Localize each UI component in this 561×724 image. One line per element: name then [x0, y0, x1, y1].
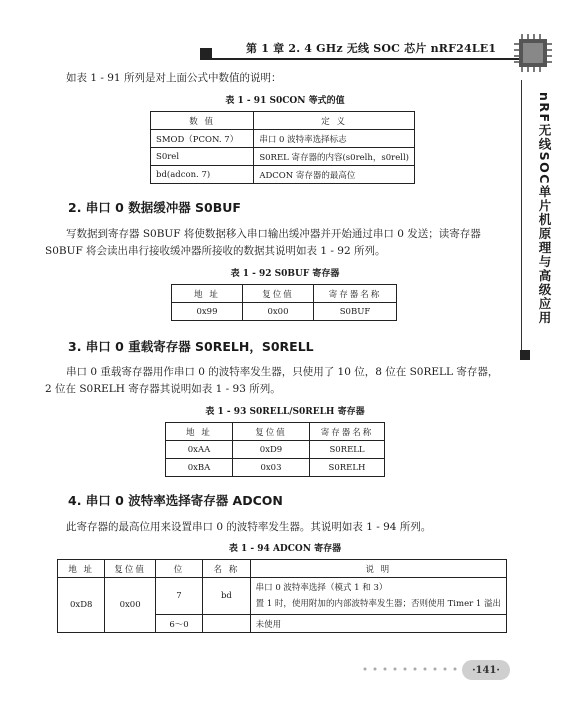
table93-caption: 表 1 - 93 S0RELL/S0RELH 寄存器 — [205, 407, 365, 417]
table93-cell: 0xBA — [166, 459, 233, 477]
table93-cell: 0xD9 — [233, 441, 310, 459]
table94-reset: 0x00 — [105, 578, 155, 633]
table91-cell: 串口 0 波特率选择标志 — [254, 130, 415, 148]
footer-dots — [360, 664, 460, 674]
table91-cell: SMOD（PCON. 7） — [151, 130, 254, 148]
table94-description-line: 置 1 时，使用附加的内部波特率发生器；否则使用 Timer 1 溢出 — [255, 599, 501, 609]
table91-cell: bd(adcon. 7) — [151, 166, 254, 184]
table93-header: 复位值 — [233, 423, 310, 441]
section4-paragraph: 此寄存器的最高位用来设置串口 0 的波特率发生器。其说明如表 1 - 94 所列。 — [66, 521, 432, 533]
table93-cell: S0RELL — [310, 441, 385, 459]
table92-cell: 0x99 — [172, 303, 243, 321]
table94-header: 说 明 — [250, 560, 506, 578]
section3-paragraph: 2 位在 S0RELH 寄存器其说明如表 1 - 93 所列。 — [45, 383, 281, 395]
table-row — [58, 578, 507, 615]
table92 — [171, 284, 397, 321]
table94-header: 地 址 — [58, 560, 105, 578]
chip-icon — [510, 30, 556, 76]
table-row — [151, 130, 415, 148]
section2-paragraph: 写数据到寄存器 S0BUF 将使数据移入串口输出缓冲器并开始通过串口 0 发送；读寄存器 — [66, 228, 481, 240]
table91-cell: ADCON 寄存器的最高位 — [254, 166, 415, 184]
table94-description: 未使用 — [250, 615, 506, 633]
side-marker — [520, 350, 530, 360]
page-number: ·141· — [462, 660, 510, 680]
section3-paragraph: 串口 0 重载寄存器用作串口 0 的波特率发生器，只使用了 10 位，8 位在 S0RELL 寄存器， — [66, 366, 499, 378]
table91-header: 定 义 — [254, 112, 415, 130]
table92-header: 地 址 — [172, 285, 243, 303]
table91-caption: 表 1 - 91 S0CON 等式的值 — [225, 96, 345, 106]
table91 — [150, 111, 415, 184]
header-rule — [208, 58, 520, 60]
table94-address: 0xD8 — [58, 578, 105, 633]
table94 — [57, 559, 507, 633]
chapter-title: 第 1 章 2. 4 GHz 无线 SOC 芯片 nRF24LE1 — [246, 42, 497, 55]
table91-header: 数 值 — [151, 112, 254, 130]
table92-cell: S0BUF — [314, 303, 397, 321]
table94-bit: 6～0 — [155, 615, 202, 633]
table94-header: 位 — [155, 560, 202, 578]
table94-name: bd — [203, 578, 250, 615]
table93-header: 地 址 — [166, 423, 233, 441]
table94-caption: 表 1 - 94 ADCON 寄存器 — [228, 544, 342, 554]
table93-cell: S0RELH — [310, 459, 385, 477]
table93-header: 寄存器名称 — [310, 423, 385, 441]
section2-heading: 2. 串口 0 数据缓冲器 S0BUF — [68, 200, 241, 215]
table-row — [166, 459, 385, 477]
side-rule — [521, 80, 522, 360]
table94-header: 名 称 — [203, 560, 250, 578]
table93 — [165, 422, 385, 477]
table92-header: 寄存器名称 — [314, 285, 397, 303]
section4-heading: 4. 串口 0 波特率选择寄存器 ADCON — [68, 493, 283, 508]
table93-cell: 0x03 — [233, 459, 310, 477]
table94-bit: 7 — [155, 578, 202, 615]
intro-text: 如表 1 - 91 所列是对上面公式中数值的说明： — [66, 72, 282, 84]
table92-caption: 表 1 - 92 S0BUF 寄存器 — [230, 269, 340, 279]
table94-description-line: 串口 0 波特率选择（模式 1 和 3） — [255, 583, 388, 593]
table94-header: 复位值 — [105, 560, 155, 578]
section3-heading: 3. 串口 0 重载寄存器 S0RELH，S0RELL — [68, 339, 314, 354]
table-row — [151, 166, 415, 184]
table-row — [172, 303, 397, 321]
book-side-title: nRF无线SOC单片机原理与高级应用 — [537, 92, 552, 325]
section2-paragraph: S0BUF 将会读出串行接收缓冲器所接收的数据其说明如表 1 - 92 所列。 — [45, 245, 386, 257]
table92-cell: 0x00 — [243, 303, 314, 321]
table91-cell: S0rel — [151, 148, 254, 166]
table-row — [166, 441, 385, 459]
table94-description — [250, 578, 506, 615]
table94-name — [203, 615, 250, 633]
table-row — [151, 148, 415, 166]
table93-cell: 0xAA — [166, 441, 233, 459]
table91-cell: S0REL 寄存器的内容(s0relh，s0rell) — [254, 148, 415, 166]
table92-header: 复位值 — [243, 285, 314, 303]
